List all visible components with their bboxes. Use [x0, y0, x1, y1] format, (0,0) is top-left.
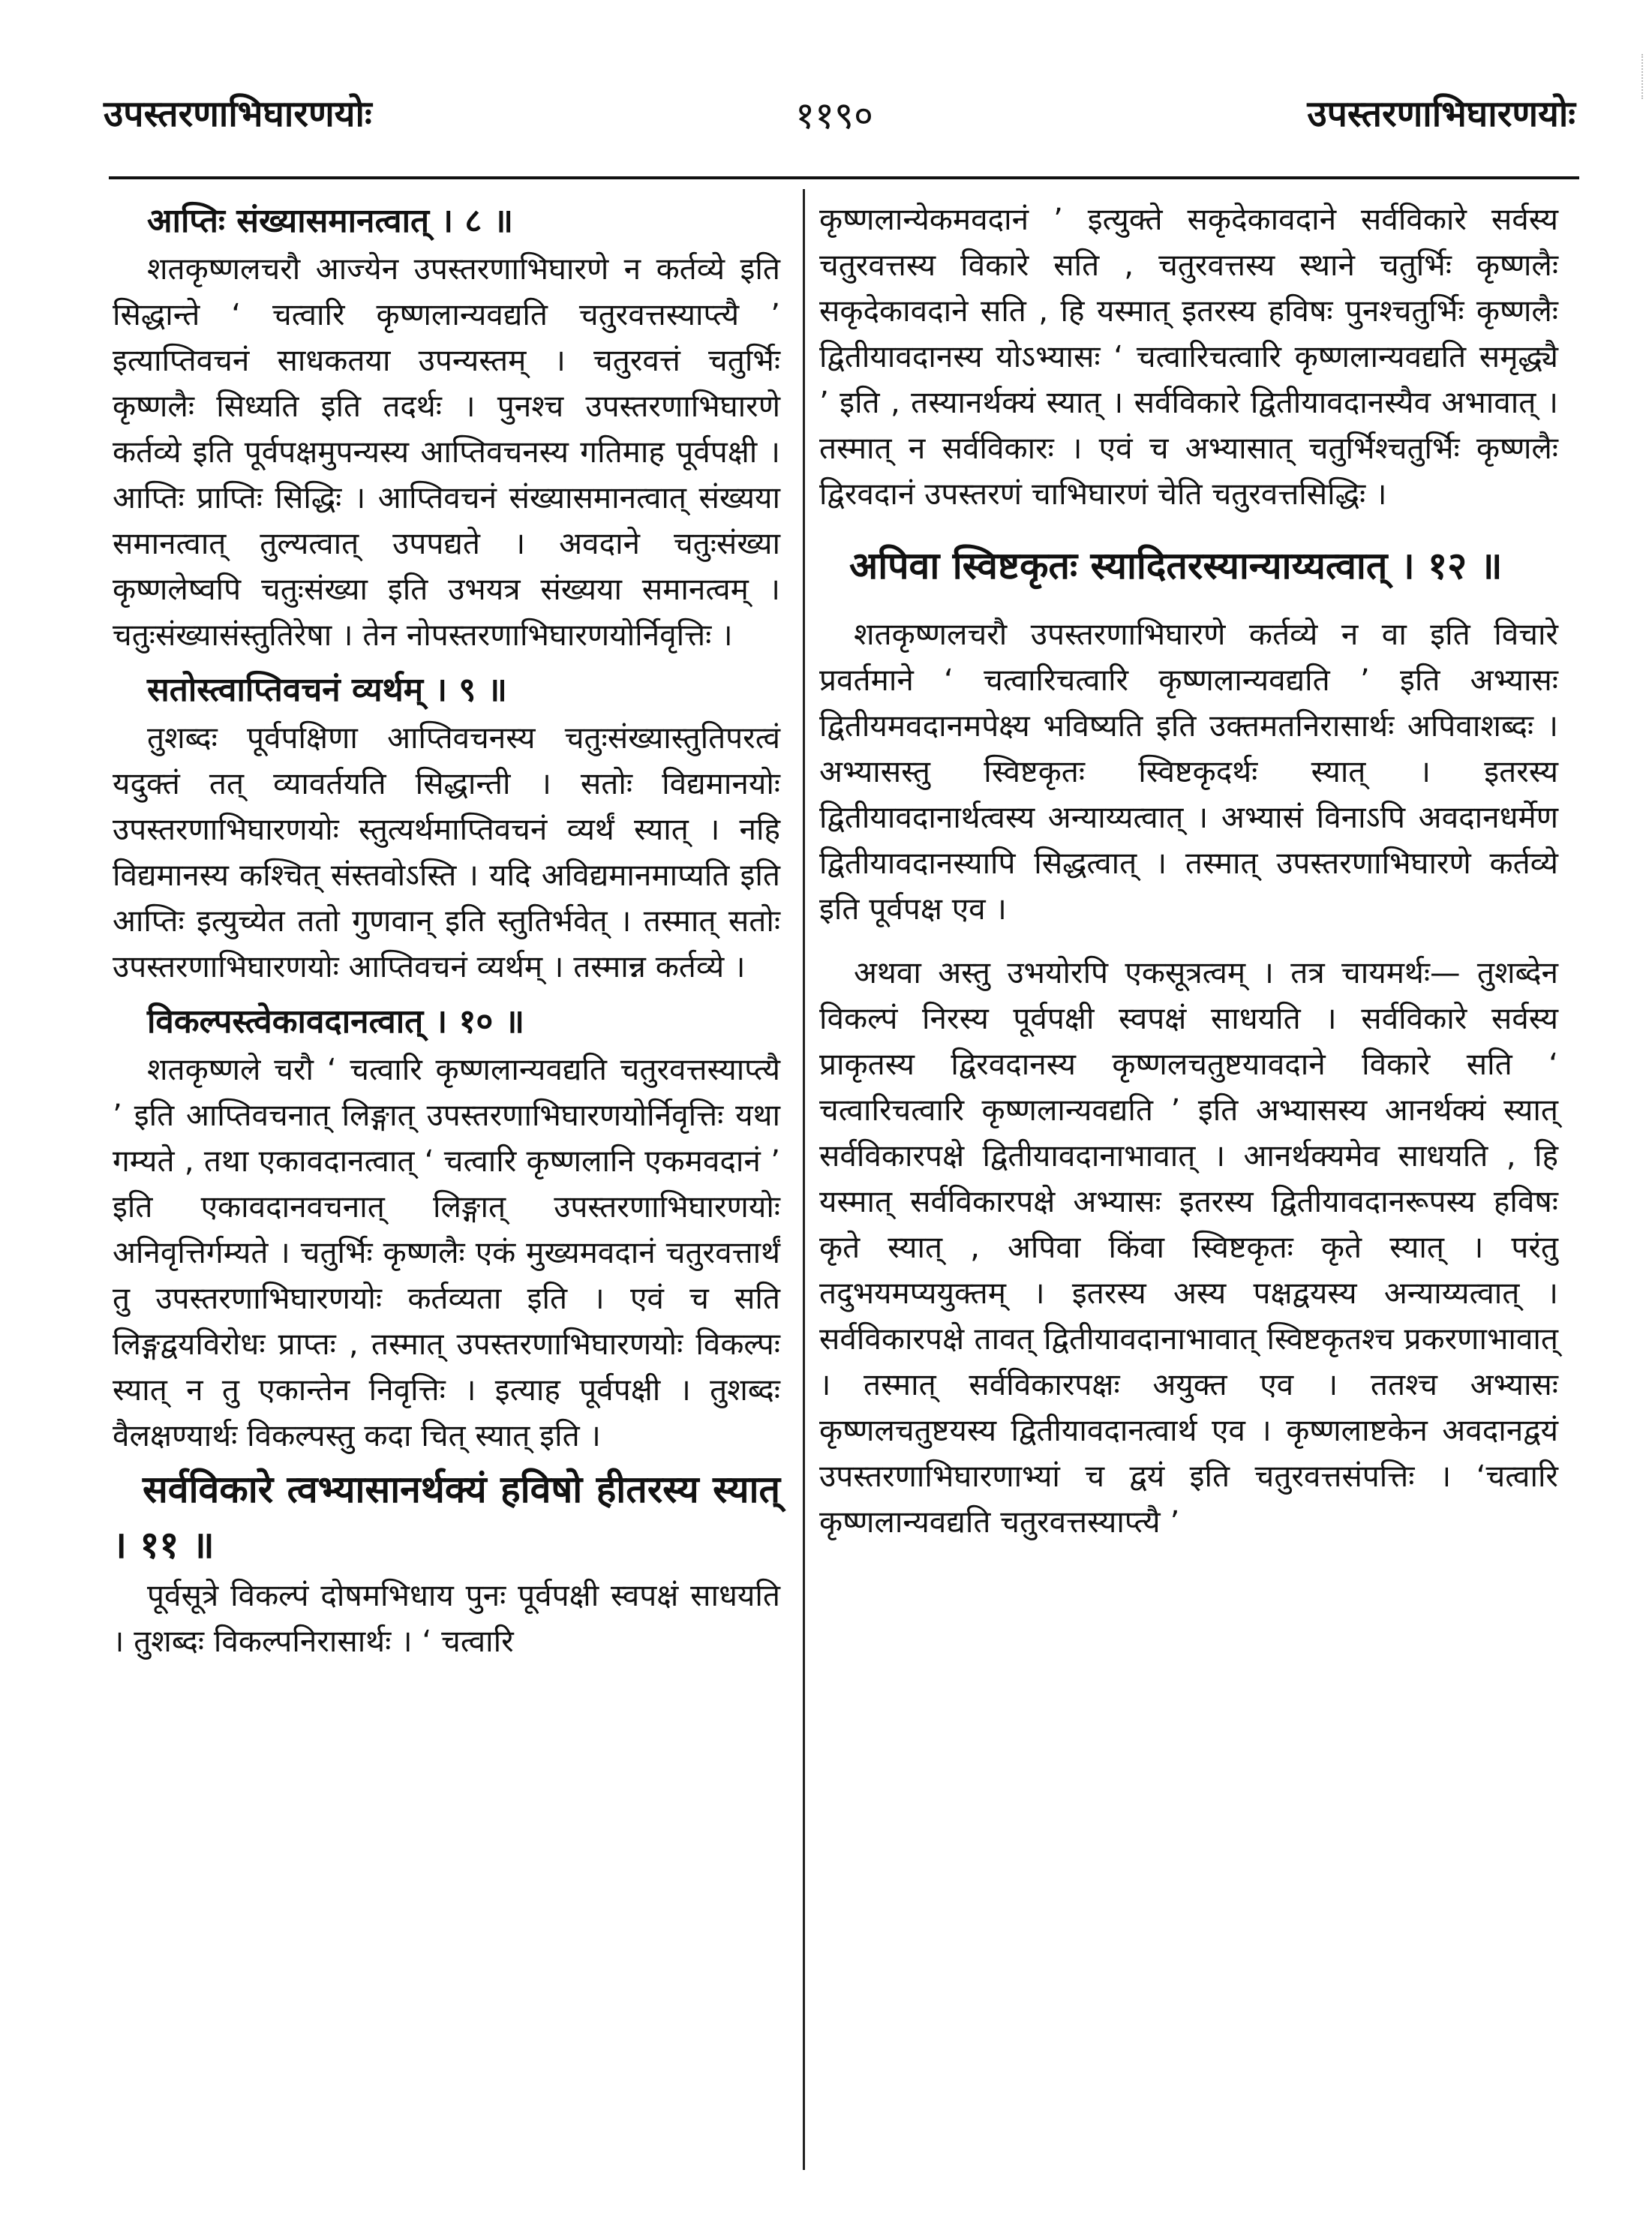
commentary-10: शतकृष्णले चरौ ‘ चत्वारि कृष्णलान्यवद्यति चतुरवत्तस्याप्त्यै ’ इति आप्तिवचनात् लिङ्गात् उपस्तरणाभिघारणयोर्निवृत्तिः यथा गम्यते , तथा एकावदानत्वात् ‘ चत्वारि कृष्णलानि एकमवदानं ’ इति एकावदानवचनात् लिङ्गात् उपस्तरणाभिघारणयोः अनिवृत्तिर्गम्यते । चतुर्भिः कृष्णलैः एकं मुख्यमवदानं चतुरवत्तार्थं तु उपस्तरणाभिघारणयोः कर्तव्यता इति । एवं च सति लिङ्गद्वयविरोधः प्राप्तः , तस्मात् उपस्तरणाभिघारणयोः विकल्पः स्यात् न तु एकान्तेन निवृत्तिः । इत्याह पूर्वपक्षी । तुशब्दः वैलक्षण्यार्थः विकल्पस्तु कदा चित् स्यात् इति ।	[113, 1051, 780, 1453]
commentary-11: पूर्वसूत्रे विकल्पं दोषमभिधाय पुनः पूर्वपक्षी स्वपक्षं साधयति । तुशब्दः विकल्पनिरासार्थः । ‘ चत्वारि	[113, 1577, 780, 1659]
sutra-8: आप्तिः संख्यासमानत्वात् । ८ ॥	[147, 202, 513, 240]
sutra-12: अपिवा स्विष्टकृतः स्यादितरस्यान्याय्यत्वात् । १२ ॥	[849, 544, 1503, 588]
commentary-8: शतकृष्णलचरौ आज्येन उपस्तरणाभिघारणे न कर्तव्ये इति सिद्धान्ते ‘ चत्वारि कृष्णलान्यवद्यति चतुरवत्तस्याप्त्यै ’ इत्याप्तिवचनं साधकतया उपन्यस्तम् । चतुरवत्तं चतुर्भिः कृष्णलैः सिध्यति इति तदर्थः । पुनश्च उपस्तरणाभिघारणे कर्तव्ये इति पूर्वपक्षमुपन्यस्य आप्तिवचनस्य गतिमाह पूर्वपक्षी । आप्तिः प्राप्तिः सिद्धिः । आप्तिवचनं संख्यासमानत्वात् संख्यया समानत्वात् तुल्यत्वात् उपपद्यते । अवदाने चतुःसंख्या कृष्णलेष्वपि चतुःसंख्या इति उभयत्र संख्यया समानत्वम् । चतुःसंख्यासंस्तुतिरेषा । तेन नोपस्तरणाभिघारणयोर्निवृत्तिः ।	[113, 251, 780, 653]
header-left-title: उपस्तरणाभिघारणयोः	[104, 93, 372, 135]
commentary-12-alternate: अथवा अस्तु उभयोरपि एकसूत्रत्वम् । तत्र चायमर्थः— तुशब्देन विकल्पं निरस्य पूर्वपक्षी स्वपक्षं साधयति । सर्वविकारे सर्वस्य प्राकृतस्य द्विरवदानस्य कृष्णलचतुष्टयावदाने विकारे सति ‘ चत्वारिचत्वारि कृष्णलान्यवद्यति ’ इति अभ्यासस्य आनर्थक्यं स्यात् सर्वविकारपक्षे द्वितीयावदानाभावात् । आनर्थक्यमेव साधयति , हि यस्मात् सर्वविकारपक्षे अभ्यासः इतरस्य द्वितीयावदानरूपस्य हविषः कृते स्यात् , अपिवा किंवा स्विष्टकृतः कृते स्यात् । परंतु तदुभयमप्ययुक्तम् । इतरस्य अस्य पक्षद्वयस्य अन्याय्यत्वात् । सर्वविकारपक्षे तावत् द्वितीयावदानाभावात् स्विष्टकृतश्च प्रकरणाभावात् । तस्मात् सर्वविकारपक्षः अयुक्त एव । ततश्च अभ्यासः कृष्णलचतुष्टयस्य द्वितीयावदानत्वार्थ एव । कृष्णलाष्टकेन अवदानद्वयं उपस्तरणाभिघारणाभ्यां च द्वयं इति चतुरवत्तसंपत्तिः । ‘चत्वारि कृष्णलान्यवद्यति चतुरवत्तस्याप्त्यै ’	[819, 954, 1558, 1540]
commentary-11-continued: कृष्णलान्येकमवदानं ’ इत्युक्ते सकृदेकावदाने सर्वविकारे सर्वस्य चतुरवत्तस्य विकारे सति , चतुरवत्तस्य स्थाने चतुर्भिः कृष्णलैः सकृदेकावदाने सति , हि यस्मात् इतरस्य हविषः पुनश्चतुर्भिः कृष्णलैः द्वितीयावदानस्य योऽभ्यासः ‘ चत्वारिचत्वारि कृष्णलान्यवद्यति समृद्ध्यै ’ इति , तस्यानर्थक्यं स्यात् । सर्वविकारे द्वितीयावदानस्यैव अभावात् । तस्मात् न सर्वविकारः । एवं च अभ्यासात् चतुर्भिश्चतुर्भिः कृष्णलैः द्विरवदानं उपस्तरणं चाभिघारणं चेति चतुरवत्तसिद्धिः ।	[819, 201, 1558, 512]
sutra-10: विकल्पस्त्वेकावदानत्वात् । १० ॥	[147, 1002, 524, 1041]
scan-edge-mark	[1641, 54, 1647, 99]
sutra-11: सर्वविकारे त्वभ्यासानर्थक्यं हविषो हीतरस्य स्यात् । ११ ॥	[113, 1468, 780, 1567]
page-number: ११९०	[795, 94, 873, 137]
header-right-title: उपस्तरणाभिघारणयोः	[1307, 93, 1575, 135]
commentary-9: तुशब्दः पूर्वपक्षिणा आप्तिवचनस्य चतुःसंख्यास्तुतिपरत्वं यदुक्तं तत् व्यावर्तयति सिद्धान्ती । सतोः विद्यमानयोः उपस्तरणाभिघारणयोः स्तुत्यर्थमाप्तिवचनं व्यर्थं स्यात् । नहि विद्यमानस्य कश्चित् संस्तवोऽस्ति । यदि अविद्यमानमाप्यति इति आप्तिः इत्युच्येत ततो गुणवान् इति स्तुतिर्भवेत् । तस्मात् सतोः उपस्तरणाभिघारणयोः आप्तिवचनं व्यर्थम् । तस्मान्न कर्तव्ये ।	[113, 720, 780, 984]
running-header	[90, 89, 1575, 156]
commentary-12: शतकृष्णलचरौ उपस्तरणाभिघारणे कर्तव्ये न वा इति विचारे प्रवर्तमाने ‘ चत्वारिचत्वारि कृष्णलान्यवद्यति ’ इति अभ्यासः द्वितीयमवदानमपेक्ष्य भविष्यति इति उक्तमतनिरासार्थः अपिवाशब्दः । अभ्यासस्तु स्विष्टकृतः स्विष्टकृदर्थः स्यात् । इतरस्य द्वितीयावदानार्थत्वस्य अन्याय्यत्वात् । अभ्यासं विनाऽपि अवदानधर्मेण द्वितीयावदानस्यापि सिद्धत्वात् । तस्मात् उपस्तरणाभिघारणे कर्तव्ये इति पूर्वपक्ष एव ।	[819, 616, 1558, 927]
header-rule	[109, 176, 1579, 179]
column-divider	[803, 189, 805, 2170]
left-column	[113, 197, 780, 1664]
right-column	[819, 197, 1558, 1545]
sutra-9: सतोस्त्वाप्तिवचनं व्यर्थम् । ९ ॥	[147, 671, 507, 709]
